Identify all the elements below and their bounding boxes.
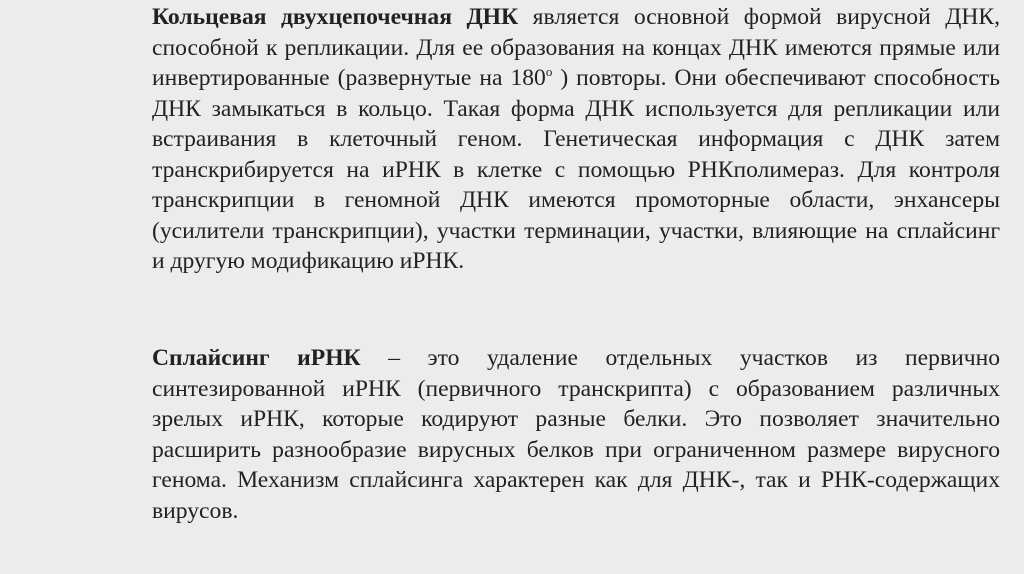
paragraph-mrna-splicing <box>152 343 1000 526</box>
paragraph-text: – это удаление отдельных участков из первично синтезированной иРНК (первичного транскрипта) с образованием различных зрелых иРНК, которые кодируют разные белки. Это позволяет значительно расширить разнообразие вирусных белков при ограниченном размере вирусного генома. Механизм сплайсинга характерен как для ДНК-, так и РНК-содержащих вирусов. <box>152 345 1000 524</box>
paragraph-text-part1: является основной формой вирусной ДНК, способной к репликации. Для ее образования на концах ДНК имеются прямые или инвертированные (развернутые на 180 <box>152 4 1000 91</box>
term-circular-dna: Кольцевая двухцепочечная ДНК <box>152 4 519 30</box>
paragraph-circular-dna <box>152 2 1000 277</box>
term-mrna-splicing: Сплайсинг иРНК <box>152 345 361 371</box>
degree-superscript: о <box>545 63 553 79</box>
paragraph-text-part2: ) повторы. Они обеспечивают способность ДНК замыкаться в кольцо. Такая форма ДНК используется для репликации или встраивания в клеточный геном. Генетическая информация с ДНК затем транскрибируется на иРНК в клетке с помощью РНКполимераз. Для контроля транскрипции в геномной ДНК имеются промоторные области, энхансеры (усилители транскрипции), участки терминации, участки, влияющие на сплайсинг и другую модификацию иРНК. <box>152 65 1000 274</box>
